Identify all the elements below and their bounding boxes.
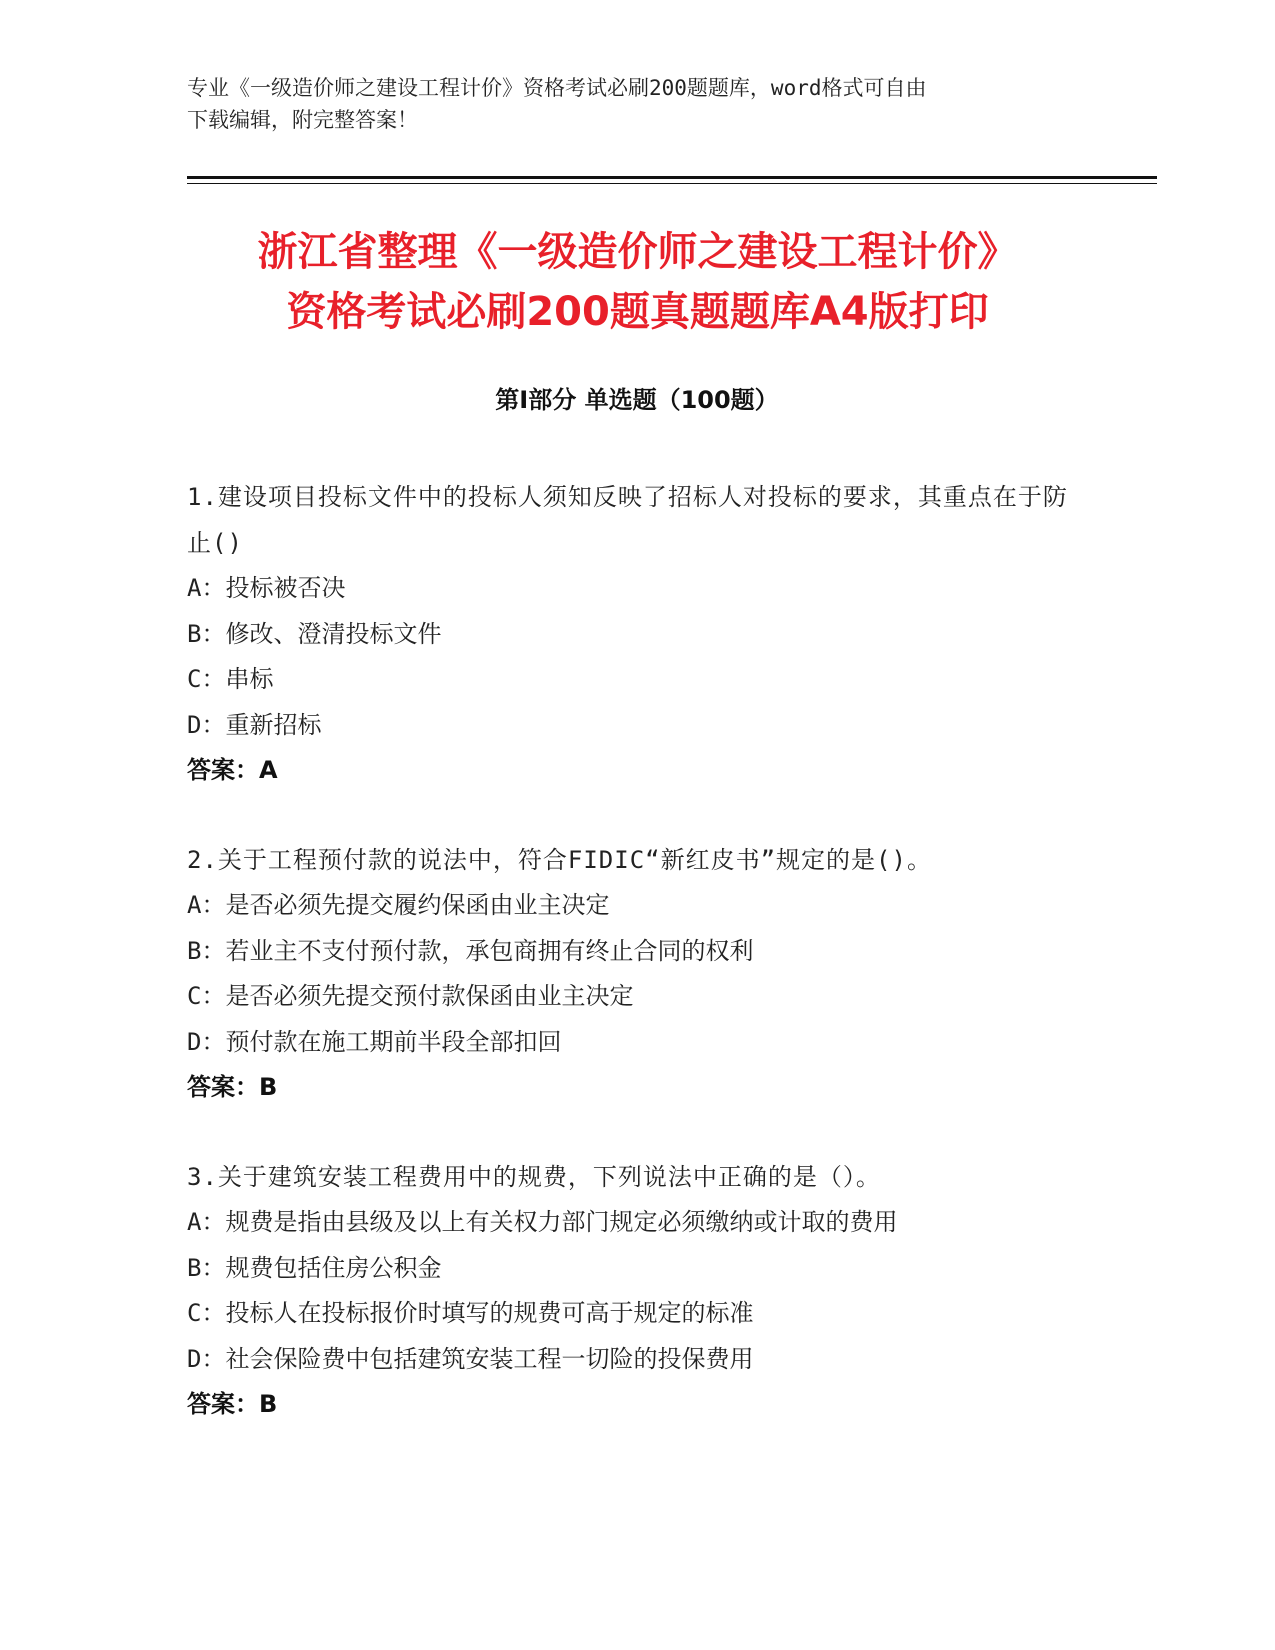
header-rule-thick xyxy=(187,176,1157,179)
option-d: D：预付款在施工期前半段全部扣回 xyxy=(187,1027,562,1056)
option-c: C：串标 xyxy=(187,665,274,693)
document-title-line-2: 资格考试必刷200题真题题库A4版打印 xyxy=(286,289,989,335)
option-b: B：规费包括住房公积金 xyxy=(187,1253,442,1282)
option-d: D：社会保险费中包括建筑安装工程一切险的投保费用 xyxy=(187,1344,754,1373)
question-3 xyxy=(187,1155,1087,1428)
header-note xyxy=(187,72,1087,136)
option-b: B：若业主不支付预付款，承包商拥有终止合同的权利 xyxy=(187,936,754,965)
header-note-line-2: 下载编辑，附完整答案！ xyxy=(187,108,418,132)
header-rule-thin xyxy=(187,183,1157,184)
header-note-line-1: 专业《一级造价师之建设工程计价》资格考试必刷200题题库，word格式可自由 xyxy=(187,76,927,100)
option-a: A：是否必须先提交履约保函由业主决定 xyxy=(187,891,610,919)
document-title-line-1: 浙江省整理《一级造价师之建设工程计价》 xyxy=(257,229,1018,275)
question-1 xyxy=(187,475,1087,794)
question-stem: 1.建设项目投标文件中的投标人须知反映了招标人对投标的要求，其重点在于防止() xyxy=(187,483,1068,557)
question-list xyxy=(187,475,1087,1472)
option-d: D：重新招标 xyxy=(187,710,322,739)
answer-label: 答案：B xyxy=(187,1390,278,1418)
option-c: C：是否必须先提交预付款保函由业主决定 xyxy=(187,982,634,1010)
option-a: A：规费是指由县级及以上有关权力部门规定必须缴纳或计取的费用 xyxy=(187,1208,898,1236)
question-stem: 3.关于建筑安装工程费用中的规费，下列说法中正确的是（）。 xyxy=(187,1162,881,1191)
question-2 xyxy=(187,838,1087,1111)
answer-label: 答案：B xyxy=(187,1073,278,1101)
option-a: A：投标被否决 xyxy=(187,574,346,602)
question-stem: 2.关于工程预付款的说法中，符合FIDIC“新红皮书”规定的是()。 xyxy=(187,845,932,874)
section-heading: 第I部分 单选题（100题） xyxy=(495,386,779,414)
answer-label: 答案：A xyxy=(187,756,278,784)
document-title xyxy=(120,222,1155,342)
option-c: C：投标人在投标报价时填写的规费可高于规定的标准 xyxy=(187,1299,754,1327)
option-b: B：修改、澄清投标文件 xyxy=(187,619,442,648)
